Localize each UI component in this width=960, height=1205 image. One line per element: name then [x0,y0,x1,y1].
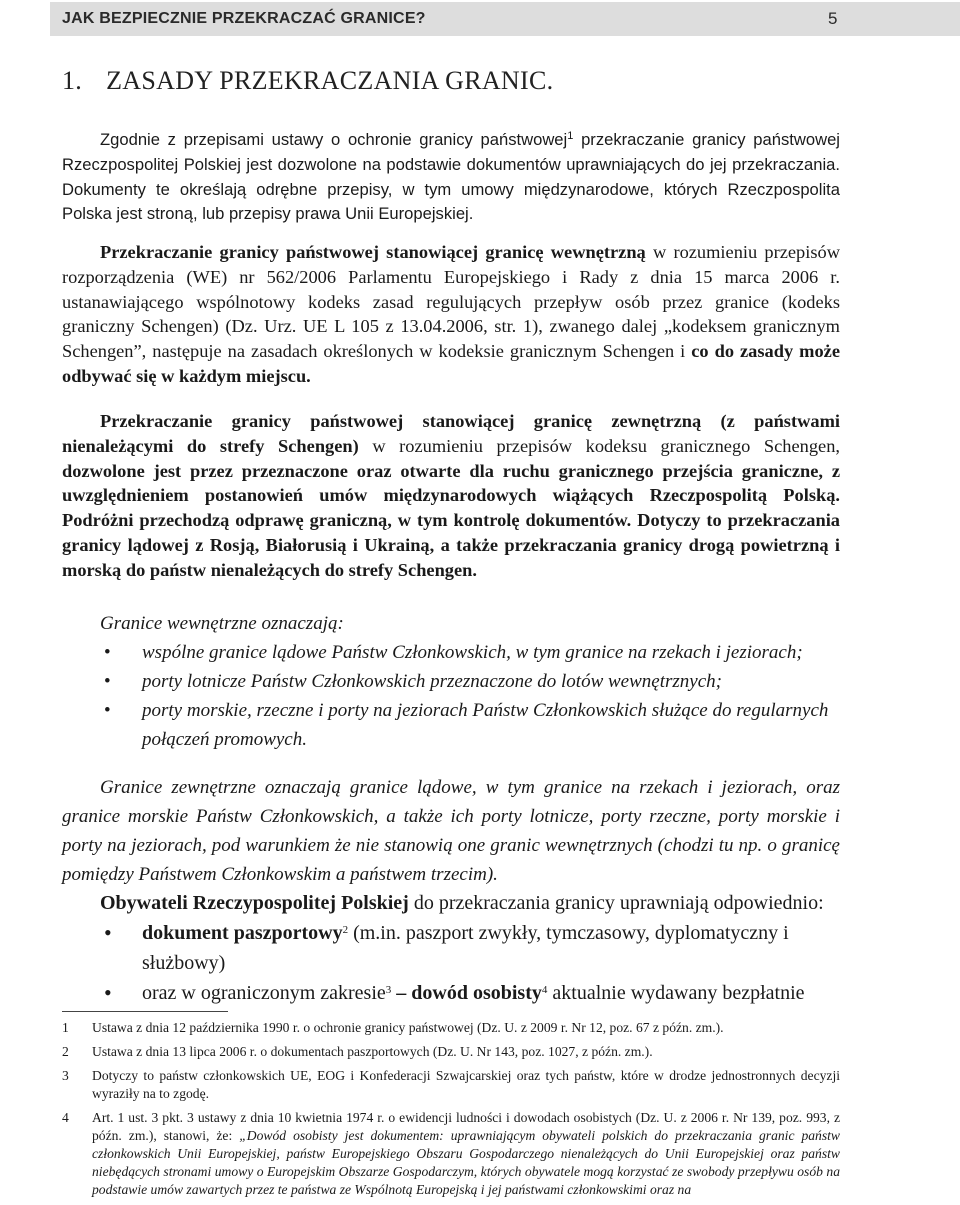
footnote-ref[interactable]: 4 [541,984,548,996]
footnotes [62,1019,840,1205]
text: w rozumieniu przepisów rozporządzenia (WE) nr 562/2006 Parlamentu Europejskiego i Rady z dnia 15 marca 2006 r. ustanawiającego wspólnotowy kodeks zasad regulujących przepływ osób przez granice (kodeks graniczny Schengen) (Dz. Urz. UE L 105 z 13.04.2006, str. 1), zwanego dalej „kodeksem granicznym Schengen”, następuje na zasadach określonych w kodeksie granicznym Schengen i [62,242,840,362]
footnote-number: 4 [62,1110,69,1125]
bold-text: Obywateli Rzeczypospolitej Polskiej [100,892,409,914]
footnote-4 [62,1109,840,1199]
text: aktualnie wydawany bezpłatnie [547,982,805,1004]
text: do przekraczania granicy uprawniają odpowiednio: [408,892,824,914]
paragraph-external-border [62,409,840,583]
internal-borders-section [62,609,840,754]
text: oraz w ograniczonym zakresie [142,982,386,1004]
text: przekraczanie granicy państwowej Rzeczpospolitej Polskiej jest dozwolone na podstawie dokumentów uprawniających do jej przekraczania. Dokumenty te określają odrębne przepisy, w tym umowy międzynarodowe, których Rzeczpospolita Polska jest stroną, lub przepisy prawa Unii Europejskiej. [62,130,840,224]
external-borders-section [62,773,840,889]
footnote-2 [62,1043,840,1061]
citizens-section [62,888,840,1008]
document-list [62,918,840,1008]
footnote-ref[interactable]: 3 [385,984,392,996]
footnote-number: 2 [62,1044,69,1059]
list-item: • wspólne granice lądowe Państw Członkowskich, w tym granice na rzekach i jeziorach; [62,638,840,667]
chapter-title: ZASADY PRZEKRACZANIA GRANIC. [106,66,554,95]
text: w rozumieniu przepisów kodeksu granicznego Schengen, [358,435,840,456]
footnote-number: 3 [62,1068,69,1083]
footnote-ref[interactable]: 1 [567,130,574,142]
footnote-quote: „Dowód osobisty jest dokumentem: uprawniającym obywateli polskich do przekraczania granic państw członkowskich Unii Europejskiej, państw Europejskiego Obszaru Gospodarczego nienależących do Unii Europejskiej oraz państw niebędących stronami umowy o Europejskim Obszarze Gospodarczym, których obywatele mogą korzystać ze swobody przepływu osób na podstawie umów zawartych przez te państwa ze Wspólnotą Europejską i jej państwami członkowskimi oraz na [92,1128,840,1197]
page-number: 5 [828,9,838,28]
list-item: • porty lotnicze Państw Członkowskich przeznaczone do lotów wewnętrznych; [62,667,840,696]
bold-text: – [391,982,412,1004]
footnote-divider [62,1011,228,1012]
chapter-heading [62,66,553,96]
bold-text: Przekraczanie granicy państwowej stanowiącej granicę zewnętrzną (z państwami nienależącymi do strefy Schengen) [62,411,840,456]
footnote-1 [62,1019,840,1037]
text: (m.in. paszport zwykły, tymczasowy, dyplomatyczny i służbowy) [142,922,789,974]
bold-text: dowód osobisty [411,982,542,1004]
footnote-number: 1 [62,1020,69,1035]
paragraph-internal-border [62,240,840,389]
chapter-number: 1. [62,66,83,95]
running-header [50,2,960,36]
running-header-title: JAK BEZPIECZNIE PRZEKRACZAĆ GRANICE? [62,10,426,27]
external-borders-text: Granice zewnętrzne oznaczają granice lądowe, w tym granice na rzekach i jeziorach, oraz granice morskie Państw Członkowskich, a także ich porty lotnicze, porty rzeczne, porty morskie i porty na jeziorach, pod warunkiem że nie stanowią one granic wewnętrznych (chodzi tu np. o granicę pomiędzy Państwem Członkowskim a państwem trzecim). [62,777,840,885]
bold-text: dozwolone jest przez przeznaczone oraz otwarte dla ruchu granicznego przejścia graniczne, z uwzględnieniem postanowień umów międzynarodowych wiążących Rzeczpospolitą Polską. Podróżni przechodzą odprawę graniczną, w tym kontrolę dokumentów. Dotyczy to przekraczania granicy lądowej z Rosją, Białorusią i Ukrainą, a także przekraczania granicy drogą powietrzną i morską do państw nienależących do strefy Schengen. [62,460,840,580]
footnote-text: Art. 1 ust. 3 pkt. 3 ustawy z dnia 10 kwietnia 1974 r. o ewidencji ludności i dowodach osobistych (Dz. U. z 2006 r. Nr 139, poz. 993, z późn. zm.), stanowi, że: [92,1110,840,1143]
bold-text: dokument paszportowy [142,922,343,944]
footnote-text: Ustawa z dnia 13 lipca 2006 r. o dokumentach paszportowych (Dz. U. Nr 143, poz. 1027, z późn. zm.). [92,1044,653,1059]
list-item: • porty morskie, rzeczne i porty na jeziorach Państw Członkowskich służące do regularnych połączeń promowych. [62,696,840,754]
list-item-passport [62,918,840,978]
footnote-ref[interactable]: 2 [342,924,349,936]
footnote-text: Dotyczy to państw członkowskich UE, EOG i Konfederacji Szwajcarskiej oraz tych państw, które w drodze jednostronnych decyzji wyraziły na to zgodę. [92,1068,840,1101]
bold-text: Przekraczanie granicy państwowej stanowiącej granicę wewnętrzną [100,242,646,262]
text: Zgodnie z przepisami ustawy o ochronie granicy państwowej [100,130,568,149]
footnote-3 [62,1067,840,1103]
paragraph-legal-basis [62,128,840,227]
internal-borders-lead: Granice wewnętrzne oznaczają: [100,613,344,634]
bold-text: co do zasady może odbywać się w każdym miejscu. [62,341,840,386]
footnote-text: Ustawa z dnia 12 października 1990 r. o ochronie granicy państwowej (Dz. U. z 2009 r. Nr 12, poz. 67 z późn. zm.). [92,1020,724,1035]
internal-borders-list [62,638,840,754]
list-item-id-card [62,978,840,1008]
